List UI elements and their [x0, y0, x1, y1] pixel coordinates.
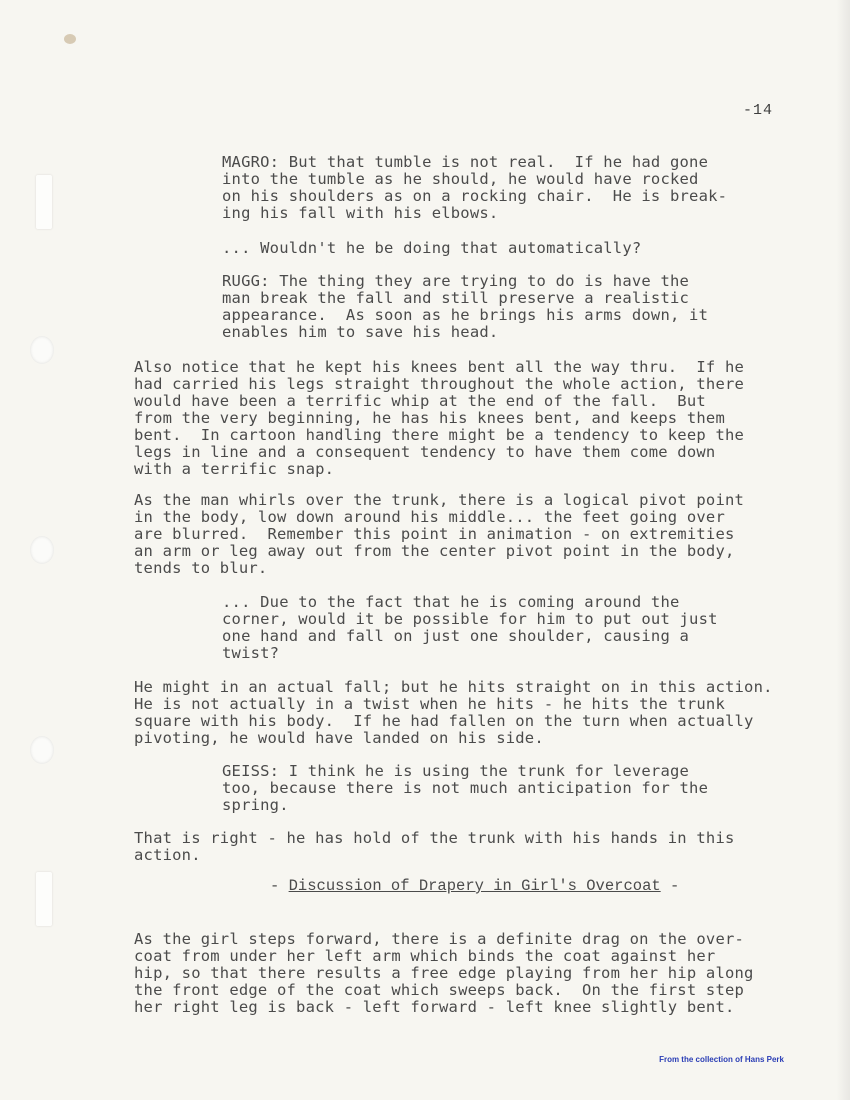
heading-title: Discussion of Drapery in Girl's Overcoat	[288, 877, 661, 895]
magro-paragraph: MAGRO: But that tumble is not real. If he had gone into the tumble as he should, he would have rocked on his shoulders as on a rocking chair. He is break- ing his fall with his elbows.	[222, 153, 728, 222]
binder-tab-bottom	[36, 872, 52, 926]
page-number: -14	[742, 102, 773, 119]
page-edge-shadow	[836, 0, 850, 1100]
pivot-paragraph: As the man whirls over the trunk, there is a logical pivot point in the body, low down around his middle... the feet going over are blurred. Remember this point in animation - on extremities an arm or leg away out from the center pivot point in the body, tends to blur.	[134, 491, 745, 577]
question-automatically: ... Wouldn't he be doing that automatically?	[222, 239, 642, 257]
girl-overcoat-paragraph: As the girl steps forward, there is a definite drag on the over- coat from under her left arm which binds the coat against her hip, so that there results a free edge playing from her hip along the front edge of the coat which sweeps back. On the first step her right leg is back - left forward - left knee slightly bent.	[134, 930, 754, 1016]
section-heading	[270, 878, 679, 895]
punch-hole-2	[30, 536, 54, 564]
geiss-paragraph: GEISS: I think he is using the trunk for leverage too, because there is not much anticipation for the spring.	[222, 762, 709, 814]
knees-paragraph: Also notice that he kept his knees bent all the way thru. If he had carried his legs straight throughout the whole action, there would have been a terrific whip at the end of the fall. But from the very beginning, he has his knees bent, and keeps them bent. In cartoon handling there might be a tendency to keep the legs in line and a consequent tendency to have them come down with a terrific snap.	[134, 358, 745, 478]
question-twist: ... Due to the fact that he is coming around the corner, would it be possible for him to put out just one hand and fall on just one shoulder, causing a twist?	[222, 593, 718, 662]
trunk-hands-paragraph: That is right - he has hold of the trunk with his hands in this action.	[134, 829, 735, 864]
binder-tab-top	[36, 175, 52, 229]
punch-hole-3	[30, 736, 54, 764]
twist-answer-paragraph: He might in an actual fall; but he hits straight on in this action. He is not actually in a twist when he hits - he hits the trunk square with his body. If he had fallen on the turn when actually pivoting, he would have landed on his side.	[134, 678, 773, 747]
collection-credit: From the collection of Hans Perk	[659, 1055, 784, 1064]
heading-prefix: -	[270, 877, 289, 895]
rugg-paragraph: RUGG: The thing they are trying to do is have the man break the fall and still preserve a realistic appearance. As soon as he brings his arms down, it enables him to save his head.	[222, 272, 709, 341]
ink-smudge	[64, 34, 76, 44]
heading-suffix: -	[660, 877, 680, 895]
punch-hole-1	[30, 336, 54, 364]
